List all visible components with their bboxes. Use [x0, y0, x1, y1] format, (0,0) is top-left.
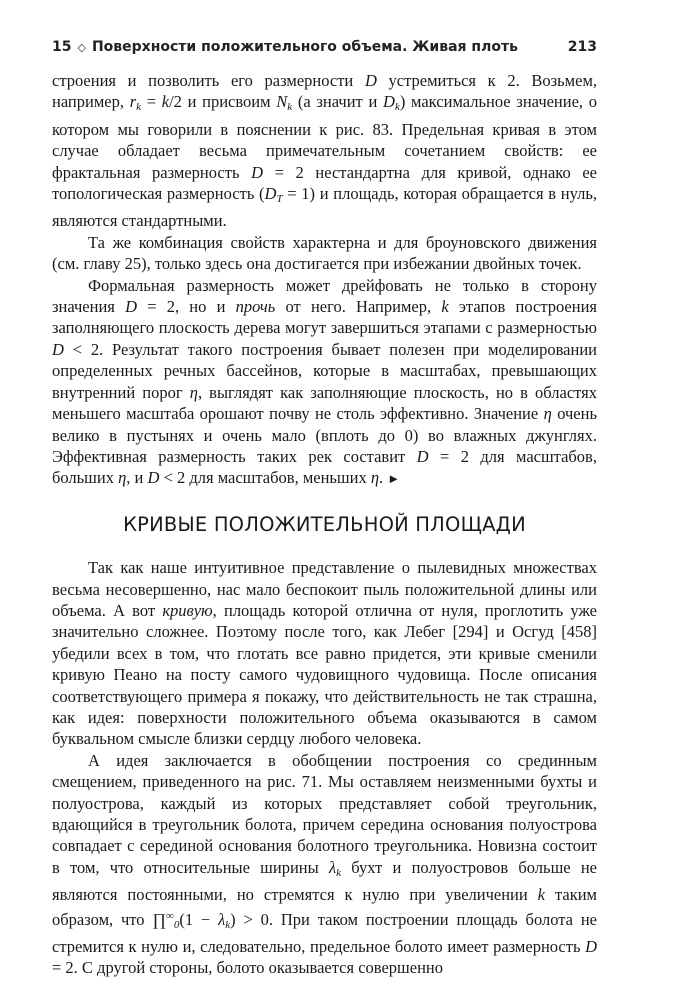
- header-left: [52, 39, 518, 55]
- page-body: [52, 70, 597, 979]
- text-run: А идея заключается в обобщении построения со срединным смещением, приведенного на рис. 71. Мы оставляем неизменными бухты и полуострова, каждый из которых представляет собой треугольник, вдающийся в треугольник болота, причем середина основания полуострова совпадает с серединой основания болотного треугольника. Новизна состоит в том, что относительные ширины: [52, 750, 597, 877]
- text-run: очень велико в пустынях и очень мало (вплоть до 0) во влажных джунглях. Эффективная размерность таких рек составит: [52, 404, 597, 466]
- math-r: r: [129, 92, 137, 112]
- text-run: = 2, но и: [137, 297, 236, 317]
- math-eta: η: [189, 382, 198, 402]
- math-D: D: [147, 468, 160, 488]
- text-run: = 2. С другой стороны, болото оказывается совершенно: [52, 958, 443, 978]
- math-D: D: [125, 297, 138, 317]
- paragraph-4: [52, 557, 597, 750]
- text-run: ) > 0. При таком построении площадь болота не стремится к нулю и, следовательно, предельное болото имеет размерность: [52, 909, 597, 957]
- math-D: D: [52, 339, 64, 359]
- text-run: < 2. Результат такого построения бывает полезен при моделировании определенных речных бассейнов, которые в масштабах, превышающих внутренний порог: [52, 339, 597, 402]
- page-number: 213: [567, 39, 597, 55]
- text-run: = 2 нестандартна для кривой, однако ее топологическая размерность (: [52, 162, 597, 204]
- end-triangle-icon: ►: [387, 471, 401, 487]
- text-run: строения и позволить его размерности: [52, 71, 365, 90]
- math-k: k: [537, 885, 545, 905]
- math-sub-zero: 0: [173, 918, 180, 931]
- text-run: (а значит и: [292, 92, 384, 112]
- math-sub-k: k: [336, 866, 341, 879]
- chapter-number: 15: [52, 39, 72, 55]
- text-run: (1 −: [179, 909, 219, 929]
- text-run: от него. Например,: [275, 297, 442, 317]
- text-run: таким образом, что: [52, 885, 597, 929]
- chapter-title: Поверхности положительного объема. Живая плоть: [91, 39, 518, 55]
- section-title: КРИВЫЕ ПОЛОЖИТЕЛЬНОЙ ПЛОЩАДИ: [123, 512, 526, 536]
- text-run: =: [141, 92, 162, 112]
- math-sub-k: k: [136, 101, 142, 114]
- text-run: устремиться к 2. Возьмем, например,: [52, 71, 598, 112]
- math-sub-k: k: [394, 101, 400, 114]
- text-run: ) максимальное значение, о котором мы говорили в пояснении к рис. 83. Предельная кривая в этом случае обладает весьма примечательным сочетанием свойств: ее фрактальная размерность: [52, 92, 597, 182]
- math-sub-T: T: [276, 193, 283, 206]
- emphasis-away: прочь: [235, 297, 276, 317]
- math-eta: η: [543, 404, 552, 424]
- math-eta: η: [370, 468, 380, 488]
- math-D: D: [264, 184, 277, 204]
- math-lambda: λ: [218, 909, 226, 929]
- math-D: D: [364, 71, 377, 90]
- paragraph-1: [52, 70, 597, 232]
- text-run: /2 и присвоим: [169, 92, 277, 112]
- diamond-icon: ◇: [77, 40, 86, 54]
- math-sub-k: k: [225, 918, 231, 931]
- math-D: D: [416, 446, 429, 466]
- math-k: k: [161, 92, 170, 112]
- math-k: k: [441, 297, 449, 317]
- text-run: = 1) и площадь, которая обращается в нуль, являются стандартными.: [52, 184, 598, 231]
- math-N: N: [276, 92, 288, 112]
- math-D: D: [585, 937, 597, 957]
- math-D: D: [383, 92, 395, 112]
- running-header: [52, 36, 597, 58]
- paragraph-3: [52, 275, 597, 490]
- math-sup-infinity: ∞: [165, 909, 174, 922]
- text-run: , выглядят как заполняющие плоскость, но в областях меньшего масштаба орошают почву не столь эффективно. Значение: [52, 382, 597, 424]
- text-run: Формальная размерность может дрейфовать не только в сторону значения: [52, 275, 597, 317]
- text-run: Так как наше интуитивное представление о пылевидных множествах весьма несовершенно, нас мало беспокоит пыль положительной длины или объема. А вот: [52, 558, 597, 620]
- paragraph-2: Та же комбинация свойств характерна и для броуновского движения (см. главу 25), только здесь она достигается при избежании двойных точек.: [52, 232, 597, 274]
- math-eta: η: [118, 468, 127, 488]
- math-lambda: λ: [328, 857, 337, 877]
- emphasis-curve: кривую: [162, 600, 213, 620]
- math-product: ∏: [152, 909, 166, 929]
- text-run: = 2 для масштабов, больших: [52, 446, 597, 488]
- text-run: этапов построения заполняющего плоскость дерева могут завершиться этапами с размерностью: [52, 297, 598, 338]
- text-run: , и: [126, 468, 148, 488]
- math-D: D: [251, 162, 264, 182]
- text-run: .: [379, 468, 388, 488]
- text-run: бухт и полуостровов больше не являются постоянными, но стремятся к нулю при увеличении: [52, 857, 597, 905]
- math-sub-k: k: [287, 101, 293, 114]
- text-run: < 2 для масштабов, меньших: [159, 468, 371, 488]
- text-run: , площадь которой отлична от нуля, проглотить уже значительно сложнее. Поэтому после того, как Лебег [294] и Осгуд [458] убедили всех в том, что глотать все равно придется, эти кривые сменили кривую Пеано на посту самого чудовищного чудовища. После описания соответствующего примера я покажу, что действительность не так страшна, как идея: поверхности положительного объема оказываются в самом буквальном смысле близки сердцу любого человека.: [52, 600, 597, 749]
- paragraph-5: [52, 750, 597, 979]
